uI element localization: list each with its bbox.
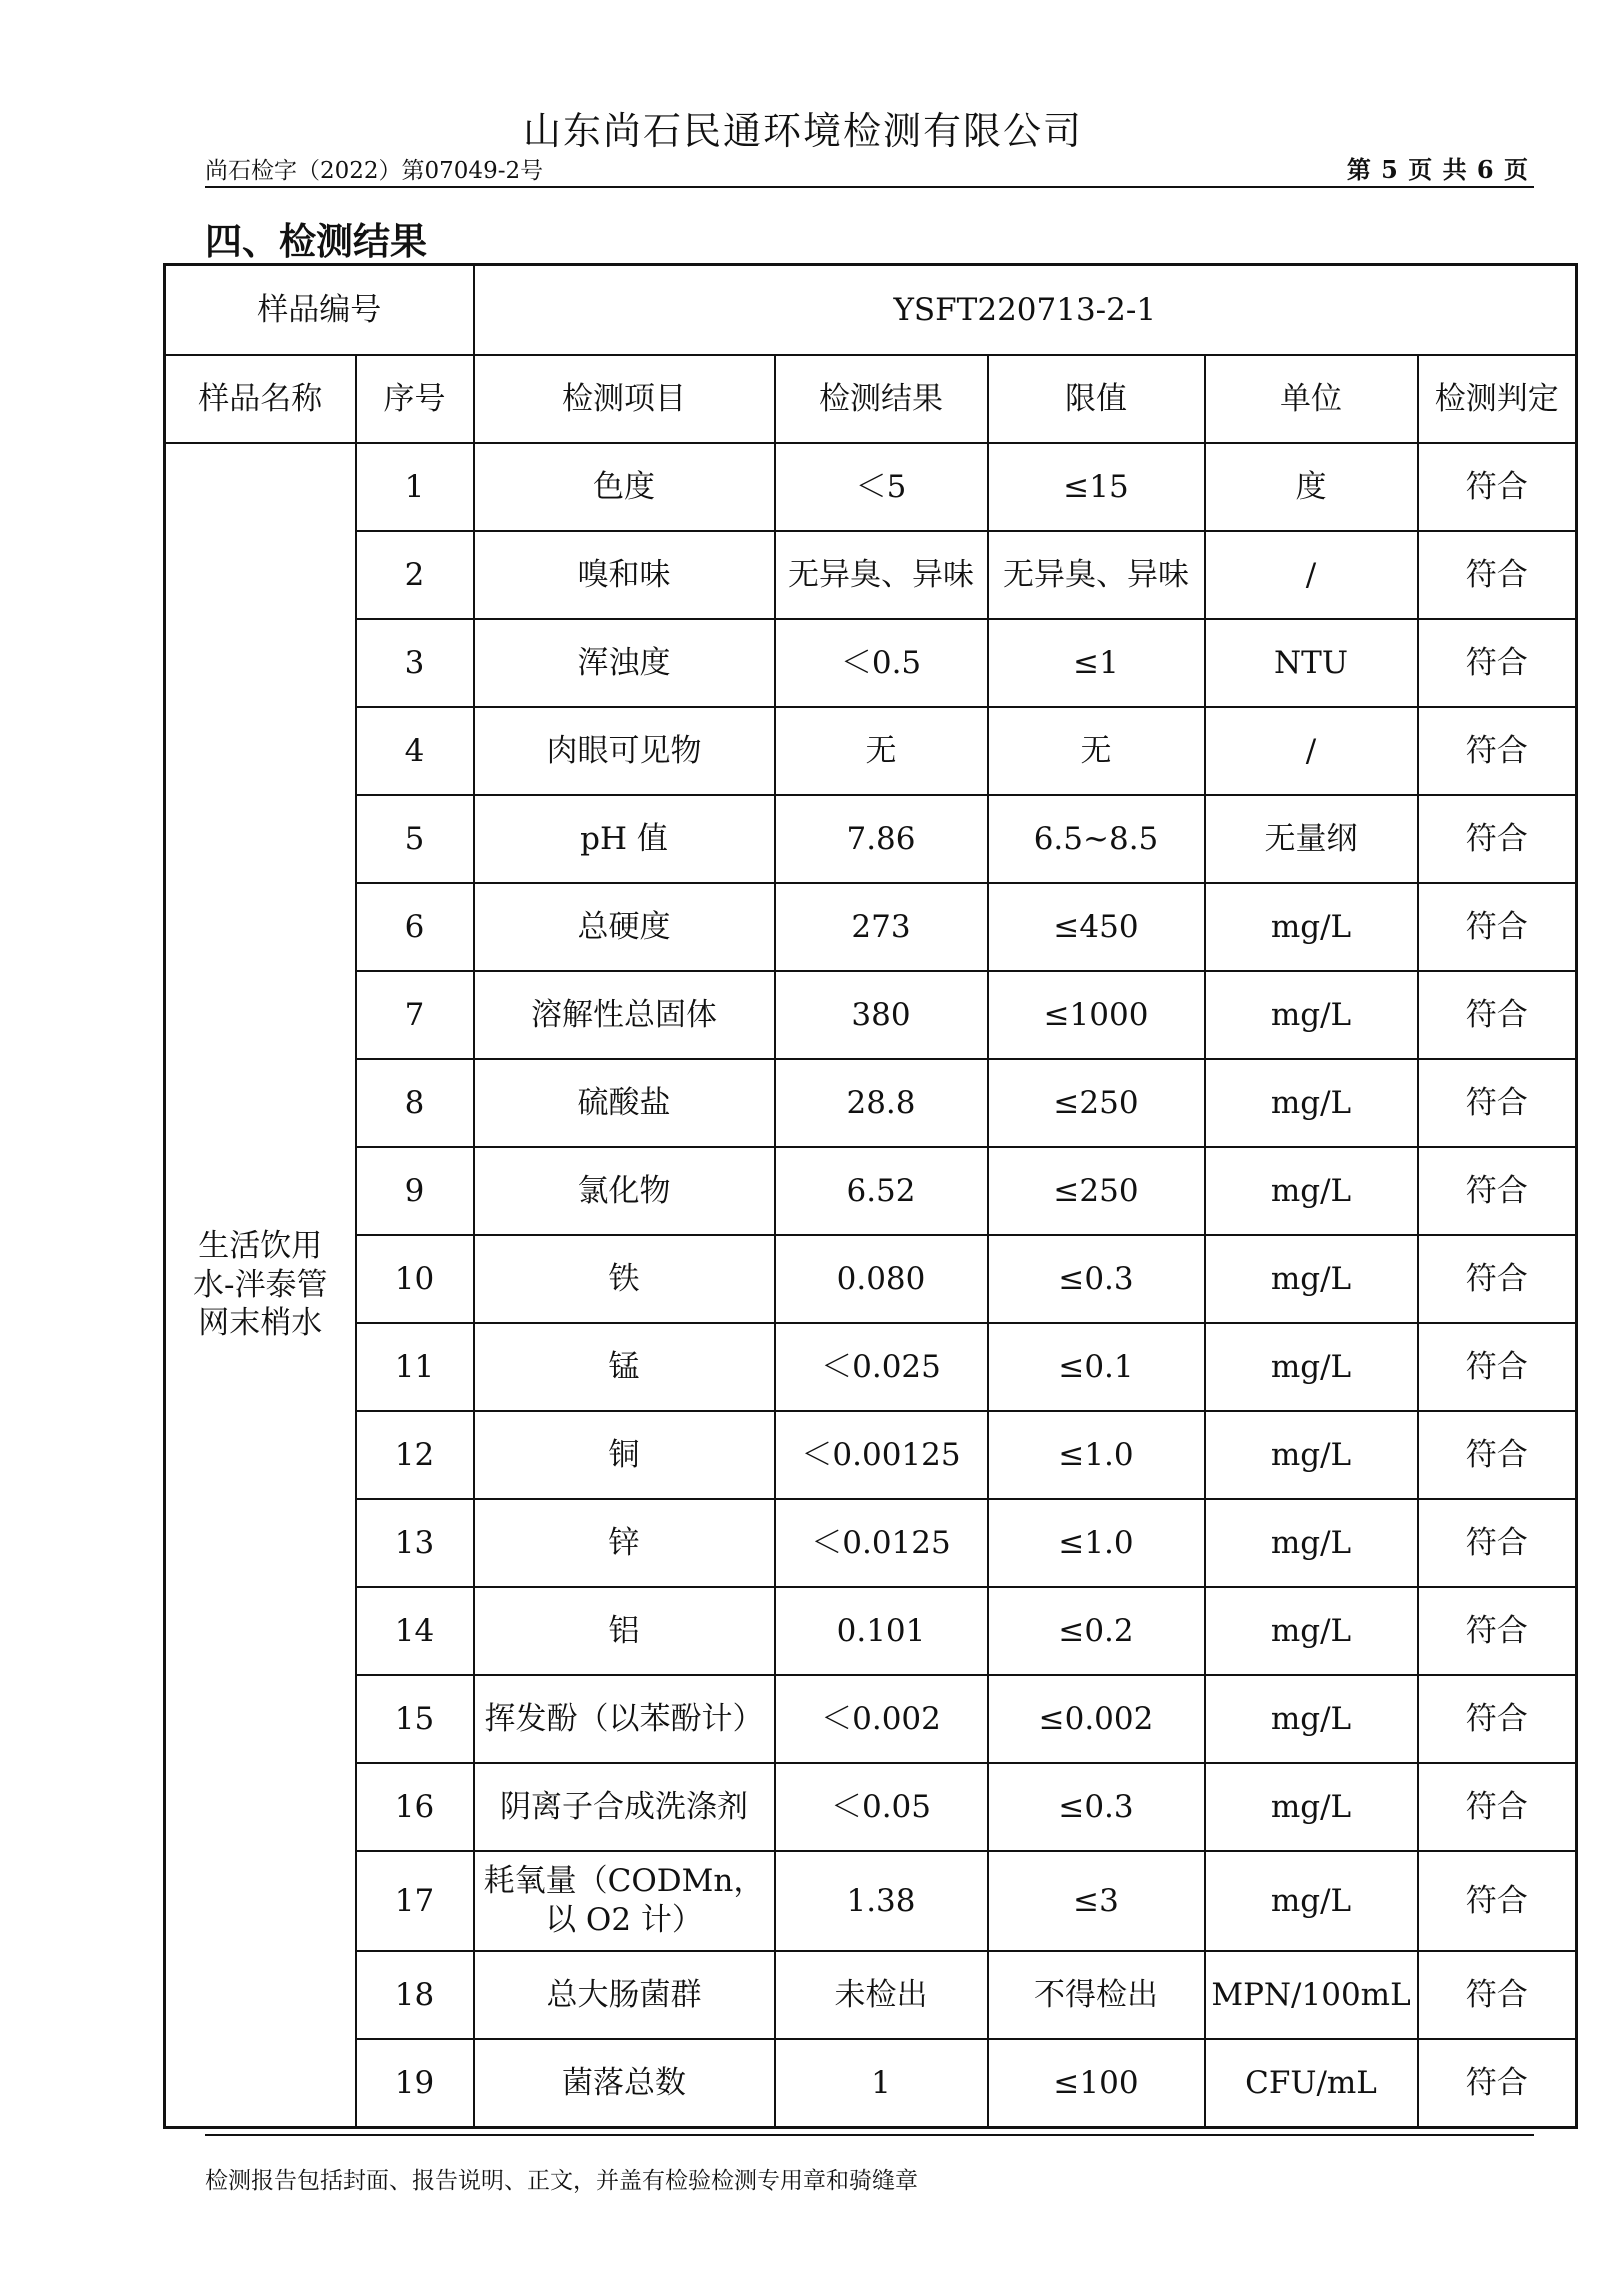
limit-value: ≤0.1 <box>988 1323 1205 1411</box>
limit-value: 不得检出 <box>988 1951 1205 2039</box>
test-result: 28.8 <box>775 1059 988 1147</box>
judgement: 符合 <box>1418 1059 1577 1147</box>
test-item <box>474 1851 775 1951</box>
row-number: 16 <box>356 1763 474 1851</box>
judgement: 符合 <box>1418 1763 1577 1851</box>
row-number: 4 <box>356 707 474 795</box>
test-result: 未检出 <box>775 1951 988 2039</box>
judgement: 符合 <box>1418 707 1577 795</box>
unit: / <box>1205 531 1418 619</box>
judgement: 符合 <box>1418 1499 1577 1587</box>
judgement: 符合 <box>1418 1587 1577 1675</box>
test-result: 0.101 <box>775 1587 988 1675</box>
section-title: 四、检测结果 <box>205 219 427 263</box>
test-item: 嗅和味 <box>474 531 775 619</box>
unit: mg/L <box>1205 1587 1418 1675</box>
sample-id-value: YSFT220713-2-1 <box>474 265 1577 356</box>
judgement: 符合 <box>1418 1851 1577 1951</box>
table-row <box>165 531 1577 619</box>
limit-value: ≤100 <box>988 2039 1205 2128</box>
judgement: 符合 <box>1418 531 1577 619</box>
judgement: 符合 <box>1418 1675 1577 1763</box>
results-table <box>163 263 1578 2129</box>
page-indicator: 第 5 页 共 6 页 <box>1346 155 1529 184</box>
judgement: 符合 <box>1418 1323 1577 1411</box>
table-row <box>165 1587 1577 1675</box>
limit-value: 无 <box>988 707 1205 795</box>
row-number: 2 <box>356 531 474 619</box>
table-row <box>165 1763 1577 1851</box>
table-row <box>165 707 1577 795</box>
limit-value: ≤0.3 <box>988 1763 1205 1851</box>
row-number: 15 <box>356 1675 474 1763</box>
test-result: 7.86 <box>775 795 988 883</box>
judgement: 符合 <box>1418 619 1577 707</box>
test-result: ＜5 <box>775 443 988 531</box>
test-item: 锰 <box>474 1323 775 1411</box>
test-item: 铁 <box>474 1235 775 1323</box>
unit: mg/L <box>1205 971 1418 1059</box>
judgement: 符合 <box>1418 1235 1577 1323</box>
table-row <box>165 1851 1577 1951</box>
footer-note: 检测报告包括封面、报告说明、正文，并盖有检验检测专用章和骑缝章 <box>205 2168 918 2194</box>
table-row <box>165 795 1577 883</box>
test-result: ＜0.05 <box>775 1763 988 1851</box>
test-item: 硫酸盐 <box>474 1059 775 1147</box>
judgement: 符合 <box>1418 971 1577 1059</box>
judgement: 符合 <box>1418 443 1577 531</box>
column-header: 检测项目 <box>474 355 775 443</box>
header-divider <box>205 186 1534 188</box>
limit-value: ≤1.0 <box>988 1411 1205 1499</box>
limit-value: ≤450 <box>988 883 1205 971</box>
table-row <box>165 1951 1577 2039</box>
test-result: 6.52 <box>775 1147 988 1235</box>
unit: 度 <box>1205 443 1418 531</box>
company-name: 山东尚石民通环境检测有限公司 <box>522 109 1083 153</box>
limit-value: ≤1000 <box>988 971 1205 1059</box>
test-item: 铝 <box>474 1587 775 1675</box>
unit: mg/L <box>1205 1411 1418 1499</box>
row-number: 1 <box>356 443 474 531</box>
column-header: 检测结果 <box>775 355 988 443</box>
test-result: 273 <box>775 883 988 971</box>
row-number: 6 <box>356 883 474 971</box>
judgement: 符合 <box>1418 1411 1577 1499</box>
sample-name-line: 生活饮用 <box>198 1227 323 1264</box>
table-row <box>165 1235 1577 1323</box>
limit-value: ≤0.002 <box>988 1675 1205 1763</box>
test-result: ＜0.00125 <box>775 1411 988 1499</box>
test-result: 380 <box>775 971 988 1059</box>
table-row <box>165 1675 1577 1763</box>
limit-value: ≤250 <box>988 1059 1205 1147</box>
row-number: 19 <box>356 2039 474 2128</box>
footer-divider <box>205 2134 1534 2136</box>
sample-id-row <box>165 265 1577 356</box>
sample-name-line: 水-泮泰管 <box>193 1266 328 1303</box>
row-number: 8 <box>356 1059 474 1147</box>
row-number: 10 <box>356 1235 474 1323</box>
table-row <box>165 619 1577 707</box>
test-result: 1 <box>775 2039 988 2128</box>
row-number: 3 <box>356 619 474 707</box>
row-number: 11 <box>356 1323 474 1411</box>
unit: MPN/100mL <box>1205 1951 1418 2039</box>
limit-value: 无异臭、异味 <box>988 531 1205 619</box>
limit-value: ≤3 <box>988 1851 1205 1951</box>
test-item: 菌落总数 <box>474 2039 775 2128</box>
unit: mg/L <box>1205 1323 1418 1411</box>
test-item: 阴离子合成洗涤剂 <box>474 1763 775 1851</box>
row-number: 17 <box>356 1851 474 1951</box>
test-item: pH 值 <box>474 795 775 883</box>
test-item: 总硬度 <box>474 883 775 971</box>
limit-value: ≤0.3 <box>988 1235 1205 1323</box>
test-result: 无 <box>775 707 988 795</box>
column-header: 限值 <box>988 355 1205 443</box>
unit: mg/L <box>1205 1235 1418 1323</box>
test-item: 铜 <box>474 1411 775 1499</box>
unit: NTU <box>1205 619 1418 707</box>
row-number: 12 <box>356 1411 474 1499</box>
table-row <box>165 1059 1577 1147</box>
unit: mg/L <box>1205 1763 1418 1851</box>
judgement: 符合 <box>1418 2039 1577 2128</box>
test-item: 肉眼可见物 <box>474 707 775 795</box>
column-header: 检测判定 <box>1418 355 1577 443</box>
unit: mg/L <box>1205 1675 1418 1763</box>
table-row <box>165 971 1577 1059</box>
test-item-line: 以 O2 计） <box>545 1902 703 1938</box>
row-number: 7 <box>356 971 474 1059</box>
test-item: 色度 <box>474 443 775 531</box>
sample-id-label: 样品编号 <box>165 265 474 356</box>
unit: mg/L <box>1205 1147 1418 1235</box>
test-item-line: 耗氧量（CODMn， <box>483 1863 765 1900</box>
unit: mg/L <box>1205 1499 1418 1587</box>
row-number: 18 <box>356 1951 474 2039</box>
limit-value: ≤1.0 <box>988 1499 1205 1587</box>
test-item: 浑浊度 <box>474 619 775 707</box>
limit-value: 6.5~8.5 <box>988 795 1205 883</box>
table-row <box>165 883 1577 971</box>
column-header: 序号 <box>356 355 474 443</box>
judgement: 符合 <box>1418 795 1577 883</box>
sample-name <box>165 443 356 2128</box>
test-item: 锌 <box>474 1499 775 1587</box>
unit: mg/L <box>1205 1851 1418 1951</box>
judgement: 符合 <box>1418 883 1577 971</box>
report-number: 尚石检字（2022）第07049-2号 <box>205 158 544 184</box>
table-row <box>165 1323 1577 1411</box>
test-result: 0.080 <box>775 1235 988 1323</box>
test-item: 溶解性总固体 <box>474 971 775 1059</box>
table-row <box>165 1499 1577 1587</box>
table-row <box>165 443 1577 531</box>
column-header: 样品名称 <box>165 355 356 443</box>
table-header-row <box>165 355 1577 443</box>
test-result: ＜0.002 <box>775 1675 988 1763</box>
unit: CFU/mL <box>1205 2039 1418 2128</box>
limit-value: ≤15 <box>988 443 1205 531</box>
column-header: 单位 <box>1205 355 1418 443</box>
table-row <box>165 2039 1577 2128</box>
test-item: 总大肠菌群 <box>474 1951 775 2039</box>
table-row <box>165 1411 1577 1499</box>
result-rows <box>165 443 1577 2128</box>
judgement: 符合 <box>1418 1951 1577 2039</box>
limit-value: ≤0.2 <box>988 1587 1205 1675</box>
row-number: 5 <box>356 795 474 883</box>
unit: 无量纲 <box>1205 795 1418 883</box>
unit: mg/L <box>1205 883 1418 971</box>
row-number: 13 <box>356 1499 474 1587</box>
table-row <box>165 1147 1577 1235</box>
judgement: 符合 <box>1418 1147 1577 1235</box>
test-item: 挥发酚（以苯酚计） <box>474 1675 775 1763</box>
test-result: ＜0.025 <box>775 1323 988 1411</box>
test-item: 氯化物 <box>474 1147 775 1235</box>
limit-value: ≤250 <box>988 1147 1205 1235</box>
test-result: 1.38 <box>775 1851 988 1951</box>
row-number: 14 <box>356 1587 474 1675</box>
unit: / <box>1205 707 1418 795</box>
row-number: 9 <box>356 1147 474 1235</box>
test-result: 无异臭、异味 <box>775 531 988 619</box>
sample-name-line: 网末梢水 <box>198 1305 323 1342</box>
test-result: ＜0.5 <box>775 619 988 707</box>
test-result: ＜0.0125 <box>775 1499 988 1587</box>
limit-value: ≤1 <box>988 619 1205 707</box>
unit: mg/L <box>1205 1059 1418 1147</box>
